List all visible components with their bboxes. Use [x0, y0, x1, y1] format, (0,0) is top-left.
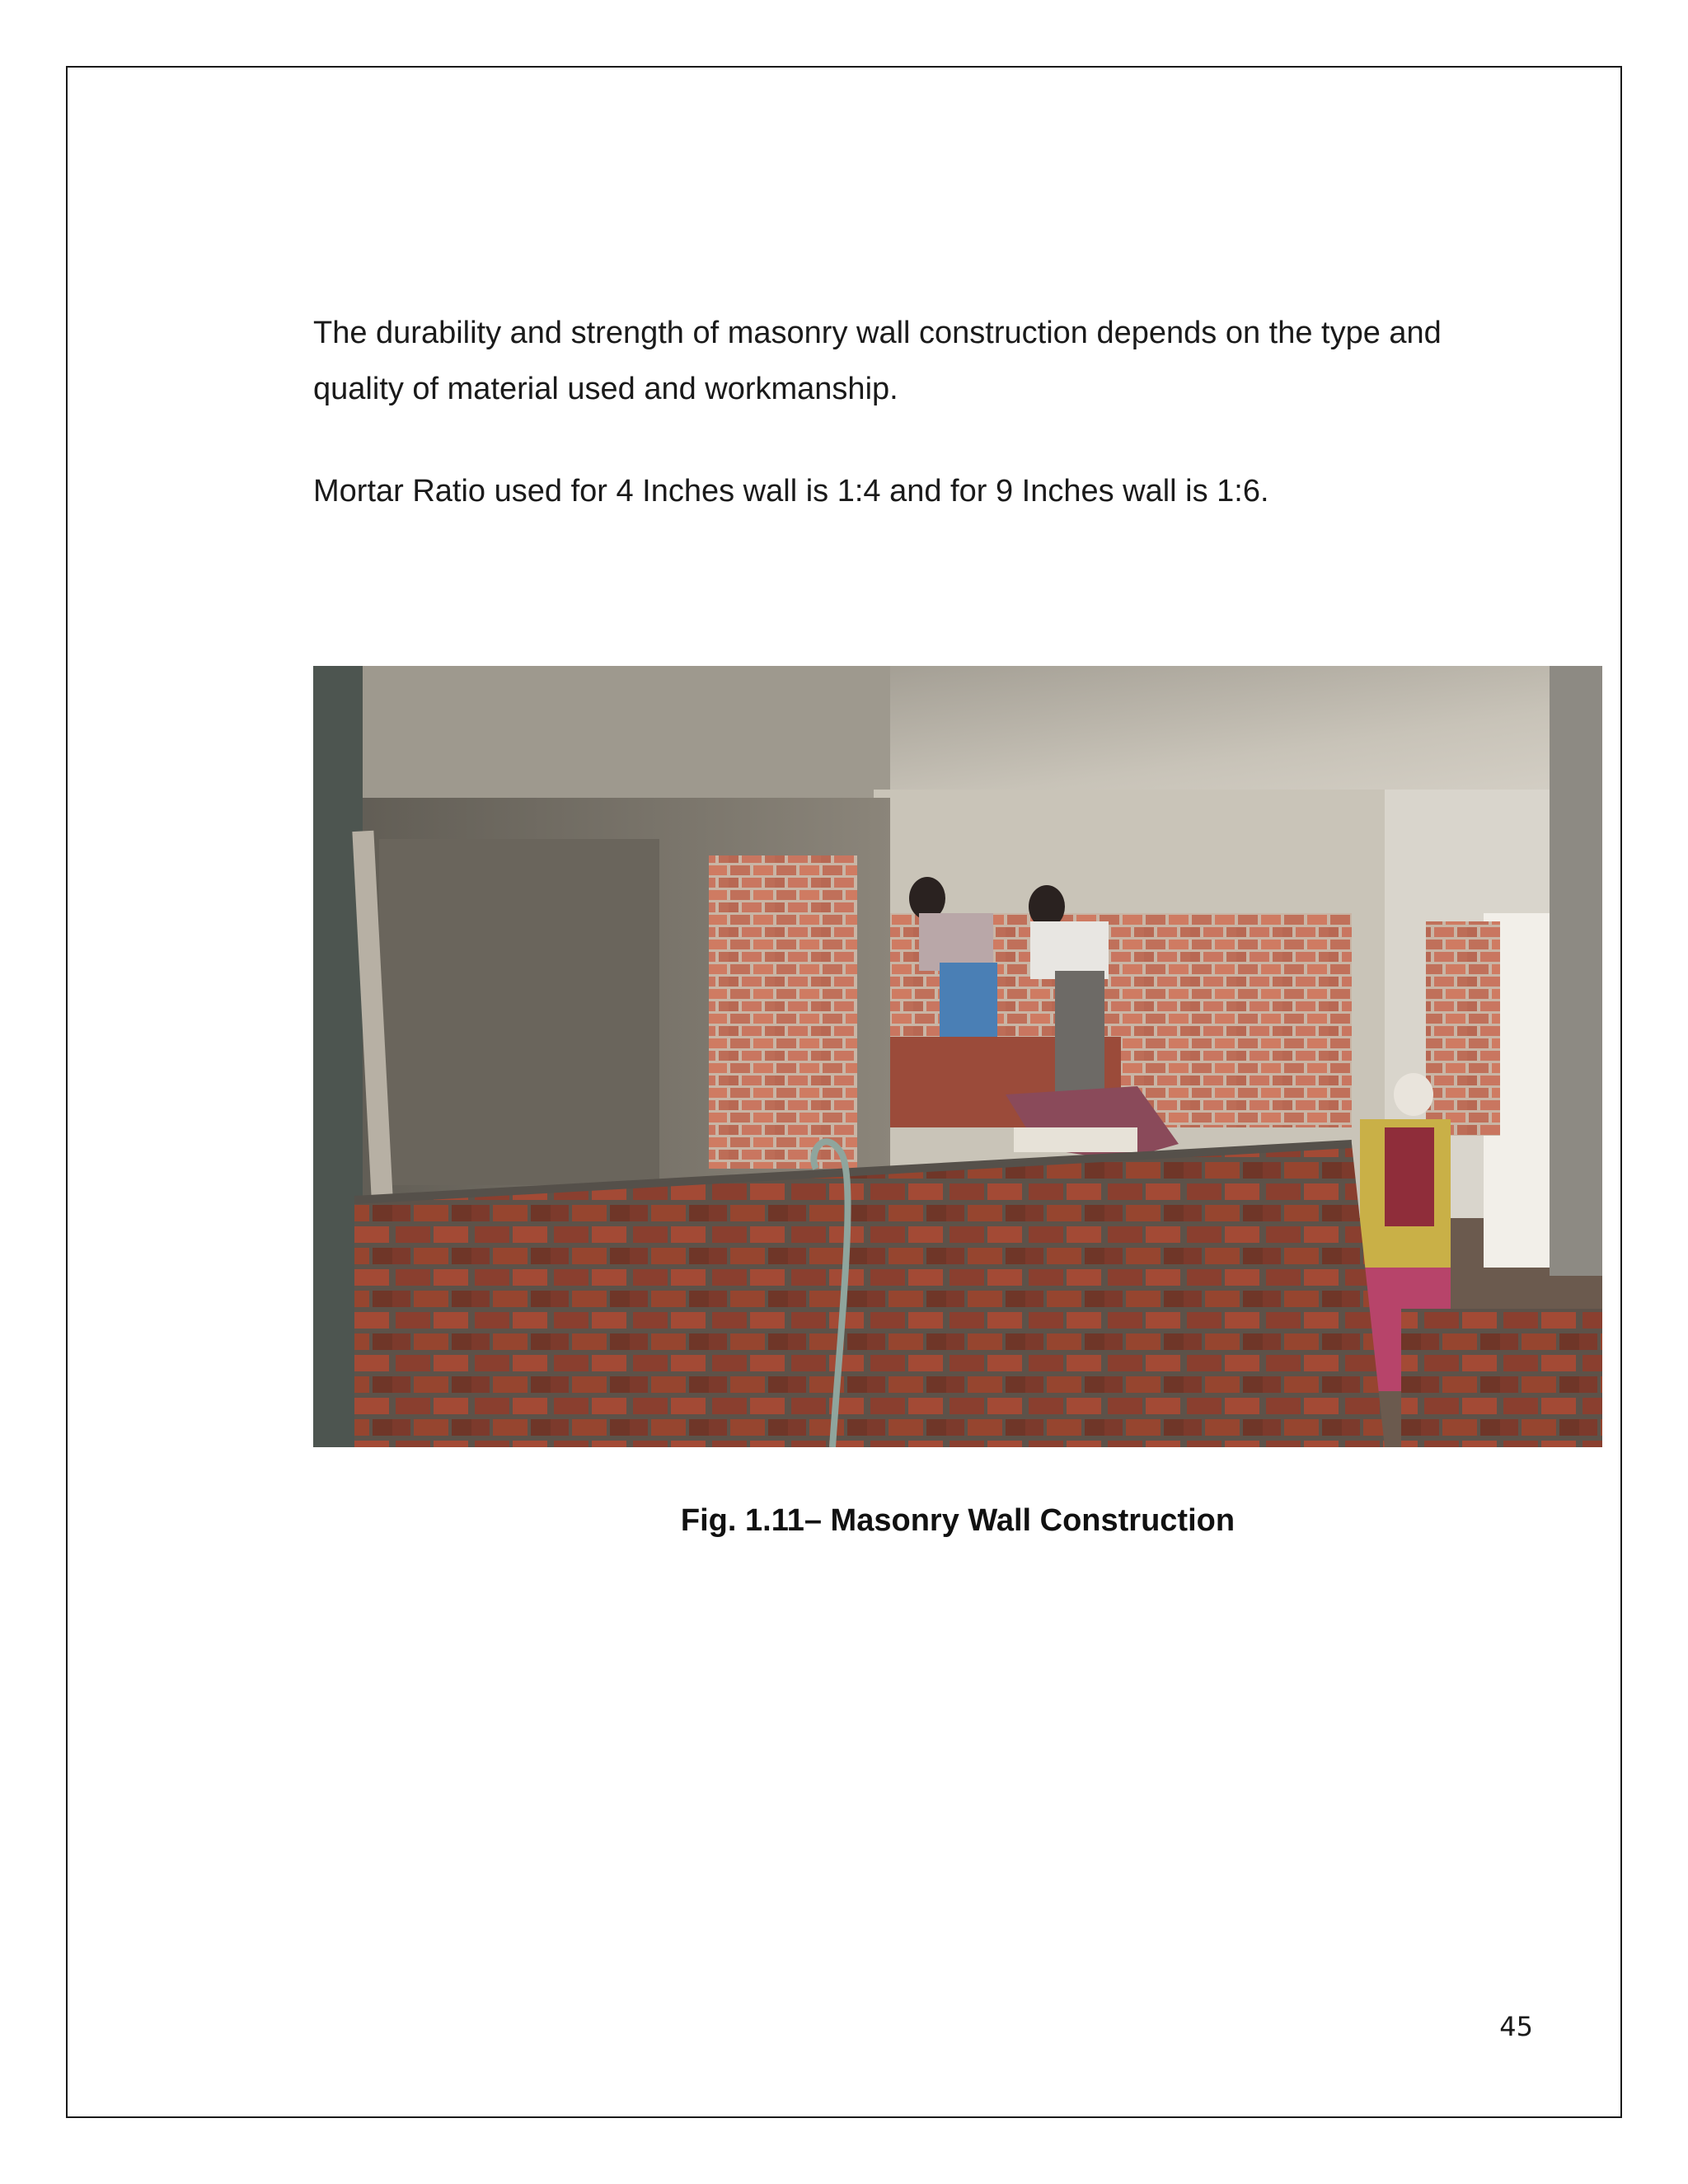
- paragraph-durability: The durability and strength of masonry wall construction depends on the type and quality of material used and workmanship.: [313, 316, 1442, 406]
- paragraph-mortar-ratio: Mortar Ratio used for 4 Inches wall is 1:4 and for 9 Inches wall is 1:6.: [313, 474, 1269, 509]
- figure-caption: Fig. 1.11– Masonry Wall Construction: [680, 1503, 1236, 1538]
- figure-photo-masonry-wall: [313, 666, 1602, 1447]
- page-number: 45: [1499, 2011, 1533, 2042]
